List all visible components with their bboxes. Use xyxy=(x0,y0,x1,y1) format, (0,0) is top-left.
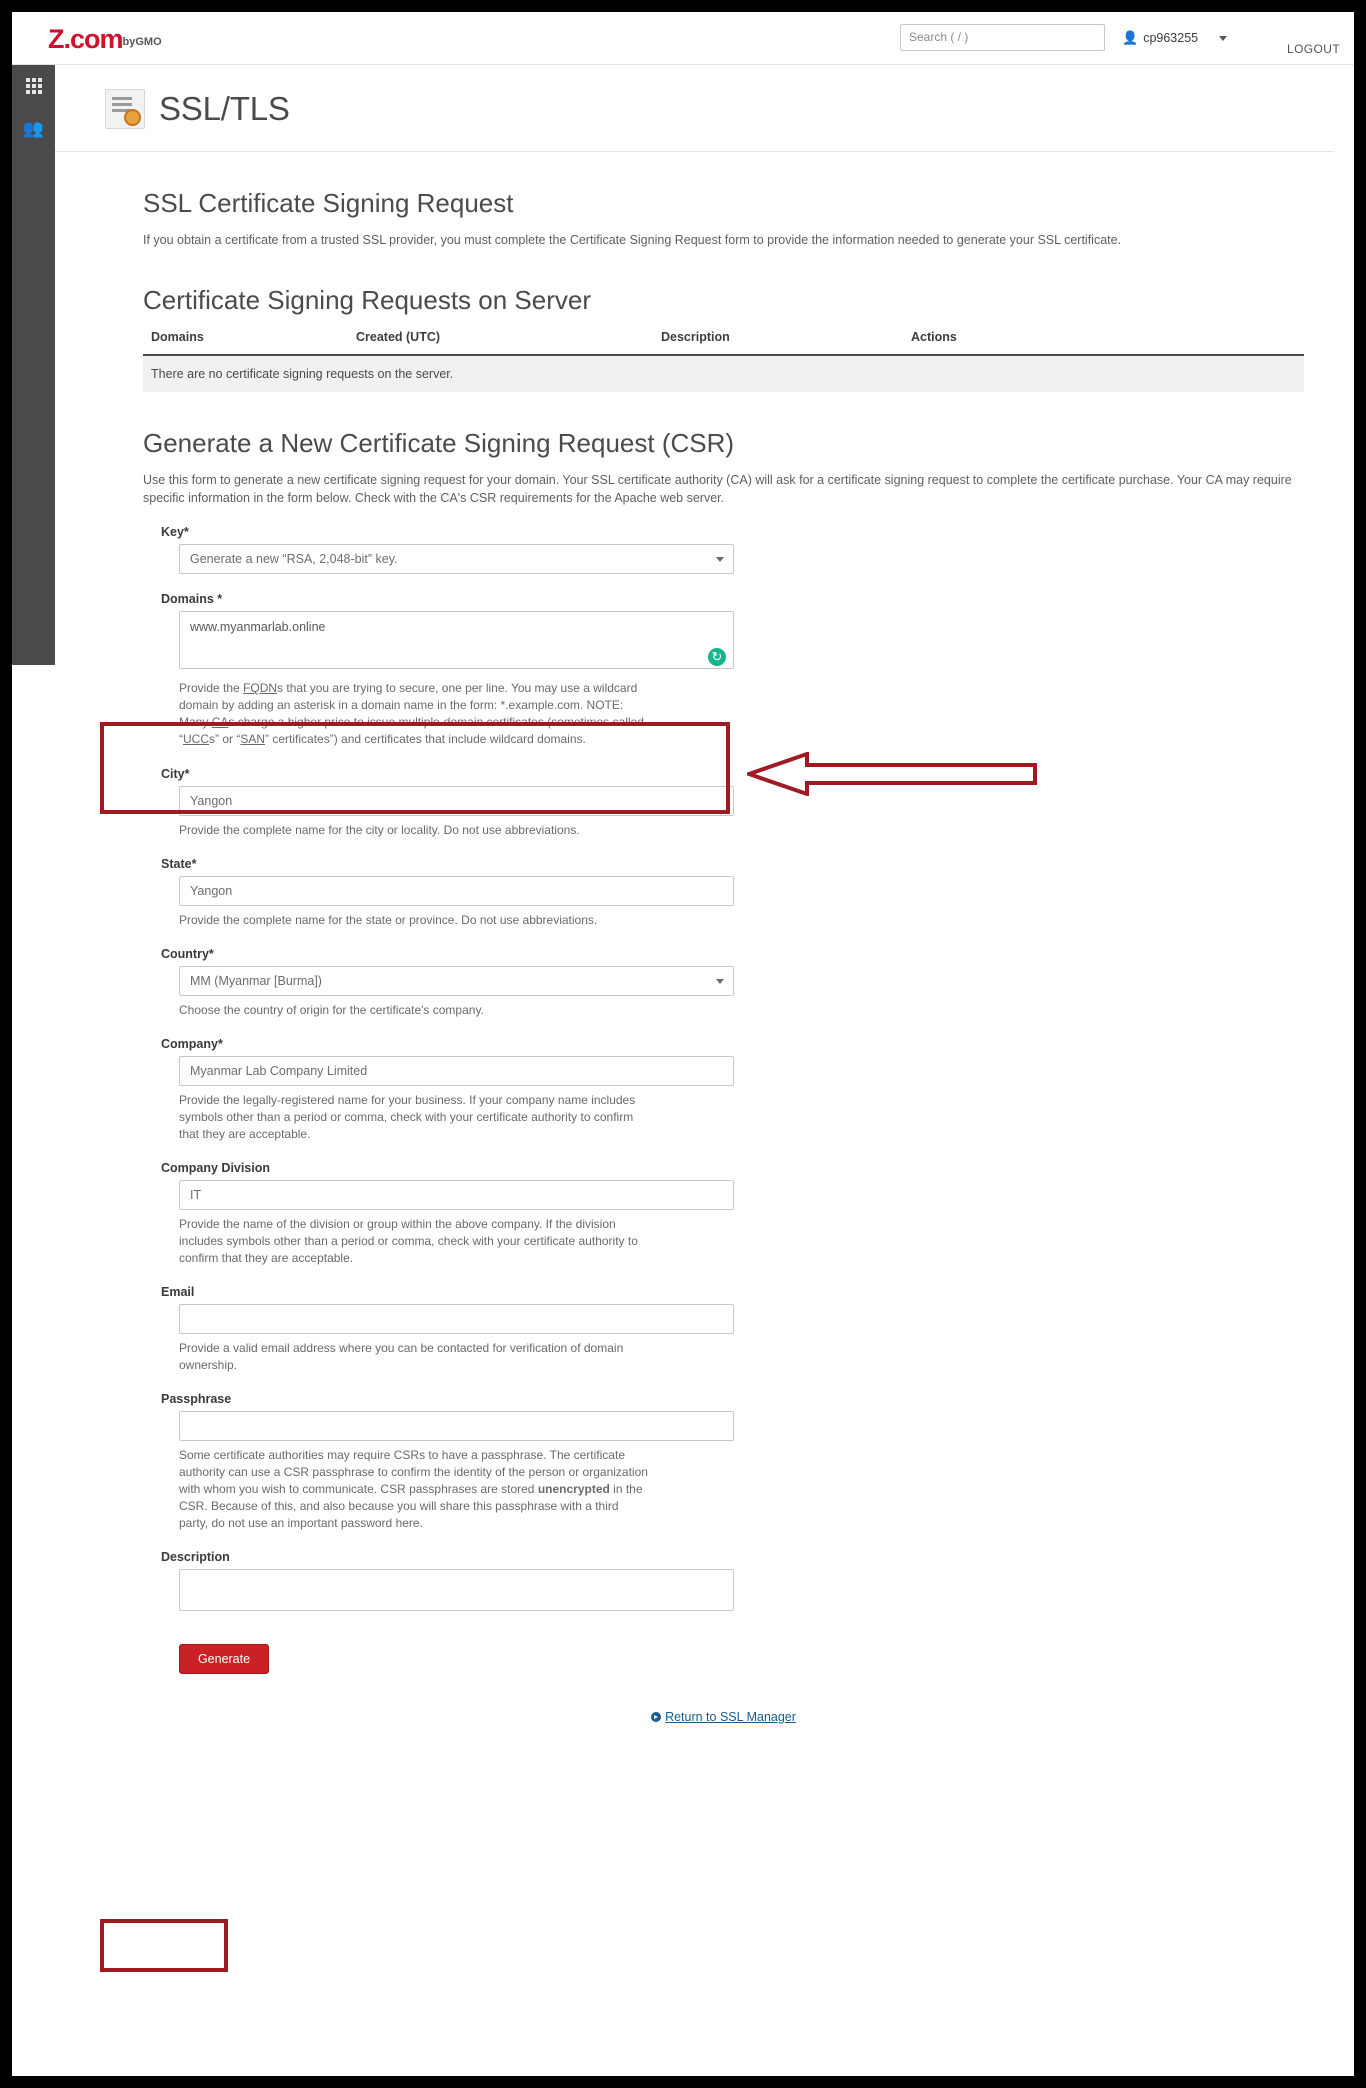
description-input[interactable] xyxy=(179,1569,734,1611)
return-to-ssl-manager[interactable] xyxy=(143,1710,1304,1724)
logo-dotcom: .com xyxy=(63,24,123,54)
field-company-division xyxy=(161,1161,1304,1267)
sidebar-item-users[interactable] xyxy=(12,107,55,149)
table-empty-message: There are no certificate signing requests on the server. xyxy=(143,355,1304,392)
state-hint: Provide the complete name for the state or province. Do not use abbreviations. xyxy=(179,912,598,927)
grid-icon xyxy=(26,78,42,94)
domains-input[interactable] xyxy=(179,611,734,669)
san-abbr: SAN xyxy=(240,732,266,747)
company-input[interactable] xyxy=(179,1056,734,1086)
chevron-down-icon xyxy=(1219,36,1227,41)
company-division-label: Company Division xyxy=(161,1160,271,1175)
generate-csr-description: Use this form to generate a new certificate signing request for your domain. Your SSL certificate authority (CA) will ask for a certificate signing request to complete the certificate purchase. Your CA may require specific information in the form below. Check with the CA's CSR requirements for the Apache web server. xyxy=(143,473,1292,506)
users-icon: 👥 xyxy=(22,118,45,138)
csr-heading: SSL Certificate Signing Request xyxy=(143,188,514,218)
field-email xyxy=(161,1285,1304,1374)
company-label: Company* xyxy=(161,1036,223,1051)
main-content xyxy=(55,65,1354,2076)
state-label: State* xyxy=(161,856,197,871)
page-header xyxy=(55,65,1334,152)
domains-hint: Provide the FQDNs that you are trying to secure, one per line. You may use a wildcard domain by adding an asterisk in a domain name in the form: *.example.com. NOTE: Many CAs charge a higher price to issue multiple-domain certificates (sometimes called “UCCs” or “SAN” certificates”) and certificates that include wildcard domains. xyxy=(179,681,644,747)
column-domains: Domains xyxy=(143,330,348,355)
ca-abbr: CA xyxy=(211,715,229,730)
passphrase-hint: Some certificate authorities may require CSRs to have a passphrase. The certificate authority can use a CSR passphrase to confirm the identity of the person or organization with whom you wish to communicate. CSR passphrases are stored unencrypted in the CSR. Because of this, and also because you will share this passphrase with a third party, do not use an important password here. xyxy=(179,1447,648,1530)
description-label: Description xyxy=(161,1550,230,1564)
field-country xyxy=(161,947,1304,1019)
annotation-arrow xyxy=(747,752,1037,796)
logo-z: Z xyxy=(48,24,64,54)
generate-button[interactable]: Generate xyxy=(179,1644,269,1674)
user-menu[interactable] xyxy=(1122,30,1227,46)
generate-csr-heading: Generate a New Certificate Signing Request (CSR) xyxy=(143,428,735,459)
country-hint: Choose the country of origin for the certificate's company. xyxy=(179,1002,484,1017)
email-label: Email xyxy=(161,1284,195,1299)
page-title: SSL/TLS xyxy=(159,90,290,127)
search-input[interactable]: Search ( / ) xyxy=(900,24,1105,51)
brand-logo[interactable] xyxy=(48,24,162,55)
company-hint: Provide the legally-registered name for your business. If your company name includes symbols other than a period or comma, check with your certificate authority to confirm that they are acceptable. xyxy=(179,1092,636,1141)
email-hint: Provide a valid email address where you can be contacted for verification of domain ownership. xyxy=(179,1340,624,1372)
key-label: Key* xyxy=(161,525,189,540)
csr-table xyxy=(143,330,1304,392)
passphrase-label: Passphrase xyxy=(161,1391,232,1406)
table-row xyxy=(143,355,1304,392)
certificate-icon xyxy=(105,89,145,129)
refresh-icon[interactable]: ↻ xyxy=(708,648,726,666)
country-label: Country* xyxy=(161,946,214,961)
city-hint: Provide the complete name for the city or locality. Do not use abbreviations. xyxy=(179,822,580,837)
fqdn-abbr: FQDN xyxy=(243,681,278,696)
state-input[interactable] xyxy=(179,876,734,906)
passphrase-hint-bold: unencrypted xyxy=(537,1481,610,1496)
left-rail xyxy=(12,65,55,665)
field-company xyxy=(161,1037,1304,1143)
browser-frame xyxy=(12,12,1354,2076)
field-description xyxy=(161,1550,1304,1616)
top-bar xyxy=(12,12,1354,65)
email-input[interactable] xyxy=(179,1304,734,1334)
user-icon: 👤 xyxy=(1122,30,1139,45)
city-input[interactable] xyxy=(179,786,734,816)
field-domains xyxy=(161,592,1304,748)
field-city xyxy=(161,767,1304,839)
logout-button[interactable]: LOGOUT xyxy=(1287,42,1341,56)
field-passphrase xyxy=(161,1392,1304,1532)
key-select[interactable]: Generate a new “RSA, 2,048-bit” key. xyxy=(179,544,734,574)
user-name: cp963255 xyxy=(1143,31,1199,45)
column-actions: Actions xyxy=(903,330,1304,355)
column-description: Description xyxy=(653,330,903,355)
city-label: City* xyxy=(161,766,190,781)
field-key xyxy=(161,525,1304,574)
domains-label: Domains * xyxy=(161,592,223,607)
table-header-row xyxy=(143,330,1304,355)
sidebar-item-apps[interactable] xyxy=(12,65,55,107)
server-csr-heading: Certificate Signing Requests on Server xyxy=(143,285,592,316)
company-division-hint: Provide the name of the division or group within the above company. If the division includes symbols other than a period or comma, check with your certificate authority to confirm that they are acceptable. xyxy=(179,1216,638,1265)
return-link-text[interactable]: Return to SSL Manager xyxy=(665,1710,796,1724)
passphrase-input[interactable] xyxy=(179,1411,734,1441)
logo-bygmo: byGMO xyxy=(122,36,162,48)
ucc-abbr: UCC xyxy=(183,732,209,747)
csr-form xyxy=(143,525,1304,1674)
field-state xyxy=(161,857,1304,929)
column-created: Created (UTC) xyxy=(348,330,653,355)
csr-description: If you obtain a certificate from a trusted SSL provider, you must complete the Certificate Signing Request form to provide the information needed to generate your SSL certificate. xyxy=(143,233,1122,247)
arrow-circle-icon xyxy=(651,1712,661,1722)
country-select[interactable]: MM (Myanmar [Burma]) xyxy=(179,966,734,996)
company-division-input[interactable] xyxy=(179,1180,734,1210)
